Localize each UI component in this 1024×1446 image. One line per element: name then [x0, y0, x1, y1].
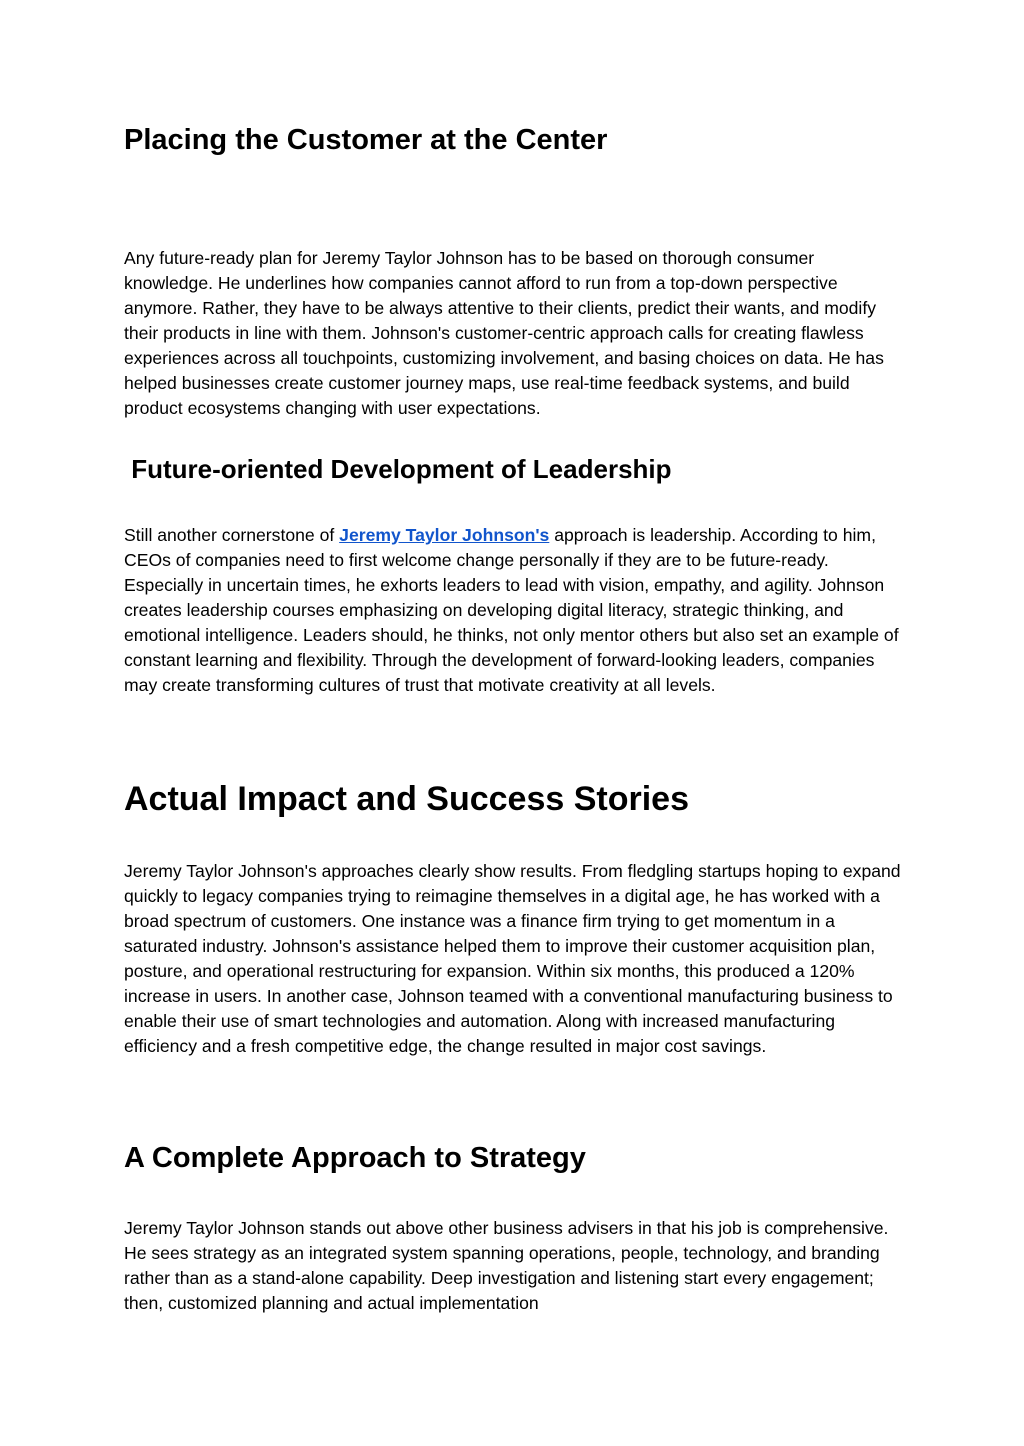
paragraph-leadership-rest: approach is leadership. According to him, CEOs of companies need to first welcome change personally if they are to be future-ready. Especially in uncertain times, he exhorts leaders to lead with vision, empathy, and agility. Johnson creates leadership courses emphasizing on developing digital literacy, strategic thinking, and emotional intelligence. Leaders should, he thinks, not only mentor others but also set an example of constant learning and flexibility. Through the development of forward-looking leaders, companies may create transforming cultures of trust that motivate creativity at all levels.: [124, 525, 899, 695]
paragraph-leadership: [124, 523, 904, 698]
paragraph-leadership-start: Still another cornerstone of: [124, 525, 340, 545]
paragraph-strategy: Jeremy Taylor Johnson stands out above other business advisers in that his job is comprehensive. He sees strategy as an integrated system spanning operations, people, technology, and branding rather than as a stand-alone capability. Deep investigation and listening start every engagement; then, customized planning and actual implementation: [124, 1218, 889, 1313]
section-heading-customer-center: Placing the Customer at the Center: [124, 124, 608, 156]
jeremy-taylor-johnson-link[interactable]: Jeremy Taylor Johnson's: [339, 525, 550, 545]
paragraph-impact: Jeremy Taylor Johnson's approaches clearly show results. From fledgling startups hoping to expand quickly to legacy companies trying to reimagine themselves in a digital age, he has worked with a broad spectrum of customers. One instance was a finance firm trying to get momentum in a saturated industry. Johnson's assistance helped them to improve their customer acquisition plan, posture, and operational restructuring for expansion. Within six months, this produced a 120% increase in users. In another case, Johnson teamed with a conventional manufacturing business to enable their use of smart technologies and automation. Along with increased manufacturing efficiency and a fresh competitive edge, the change resulted in major cost savings.: [124, 861, 901, 1056]
section-heading-strategy: A Complete Approach to Strategy: [124, 1142, 586, 1174]
paragraph-customer-center: Any future-ready plan for Jeremy Taylor Johnson has to be based on thorough consumer knowledge. He underlines how companies cannot afford to run from a top-down perspective anymore. Rather, they have to be always attentive to their clients, predict their wants, and modify their products in line with them. Johnson's customer-centric approach calls for creating flawless experiences across all touchpoints, customizing involvement, and basing choices on data. He has helped businesses create customer journey maps, use real-time feedback systems, and build product ecosystems changing with user expectations.: [124, 248, 884, 418]
section-heading-leadership: Future-oriented Development of Leadership: [124, 454, 672, 484]
section-heading-impact: Actual Impact and Success Stories: [124, 780, 689, 818]
